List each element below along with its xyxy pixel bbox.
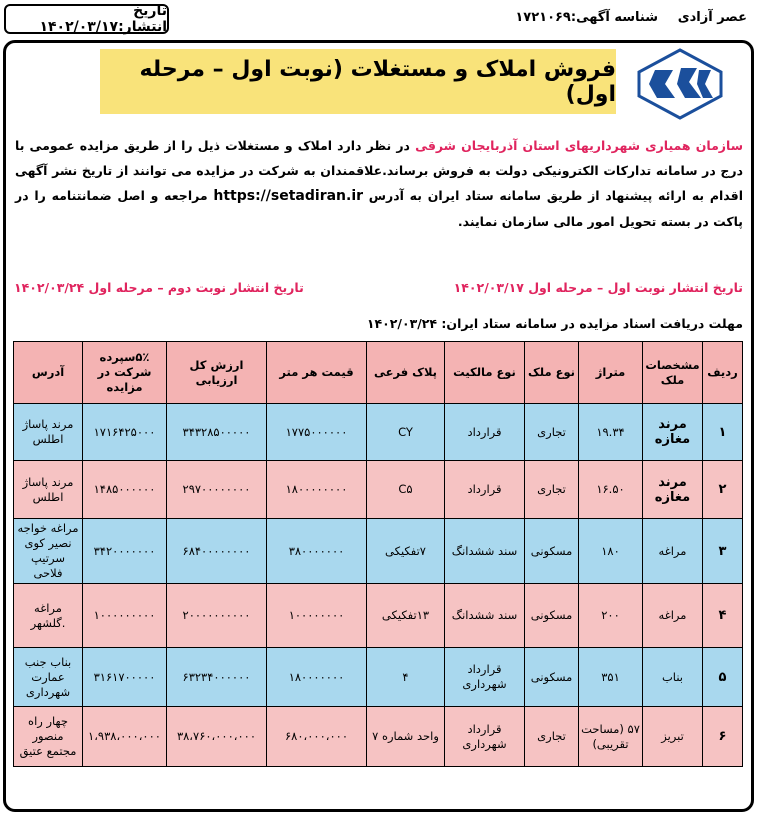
- table-cell: تجاری: [525, 461, 579, 519]
- table-cell: بناب جنب عمارت شهرداری: [14, 648, 83, 707]
- table-cell: بناب: [643, 648, 703, 707]
- table-cell: قرارداد: [445, 461, 525, 519]
- website-link[interactable]: https://setadiran.ir: [213, 188, 364, 204]
- table-cell: تجاری: [525, 707, 579, 767]
- table-cell: ۱۸۰: [579, 519, 643, 584]
- ad-title: فروش املاک و مستغلات (نوبت اول – مرحله اول): [100, 49, 616, 114]
- col-header: ارزش کل ارزیابی: [167, 342, 267, 404]
- table-cell: مسکونی: [525, 648, 579, 707]
- table-row: [14, 519, 743, 584]
- table-cell: قرارداد شهرداری: [445, 707, 525, 767]
- col-header: آدرس: [14, 342, 83, 404]
- table-cell: ۳۸۰۰۰۰۰۰۰: [267, 519, 367, 584]
- table-cell: ۱۴۸۵۰۰۰۰۰۰: [83, 461, 167, 519]
- table-cell: ۲۹۷۰۰۰۰۰۰۰۰: [167, 461, 267, 519]
- table-cell: ۲۰۰۰۰۰۰۰۰۰۰: [167, 584, 267, 648]
- table-cell: ۶۸۴۰۰۰۰۰۰۰۰: [167, 519, 267, 584]
- table-row: [14, 648, 743, 707]
- table-cell: تبریز: [643, 707, 703, 767]
- table-cell: مرند مغازه: [643, 461, 703, 519]
- table-cell: ۳۸،۷۶۰،۰۰۰،۰۰۰: [167, 707, 267, 767]
- table-cell: ۶۳۲۳۴۰۰۰۰۰۰: [167, 648, 267, 707]
- col-header: نوع ملک: [525, 342, 579, 404]
- table-cell: ۱: [703, 404, 743, 461]
- col-header: ردیف: [703, 342, 743, 404]
- table-cell: چهار راه منصور مجتمع عتیق: [14, 707, 83, 767]
- col-header: مشخصات ملک: [643, 342, 703, 404]
- table-cell: مراغه: [643, 519, 703, 584]
- first-publish-date: تاریخ انتشار نوبت اول – مرحله اول ۱۴۰۲/۰۳/۱۷: [453, 280, 743, 295]
- properties-table: [13, 341, 743, 767]
- table-cell: ۷تفکیکی: [367, 519, 445, 584]
- table-cell: ۱۷۷۵۰۰۰۰۰۰: [267, 404, 367, 461]
- table-cell: ۳۵۱: [579, 648, 643, 707]
- table-cell: تجاری: [525, 404, 579, 461]
- table-cell: ۳۴۳۲۸۵۰۰۰۰۰: [167, 404, 267, 461]
- table-cell: ۱،۹۳۸،۰۰۰،۰۰۰: [83, 707, 167, 767]
- table-cell: ۴: [367, 648, 445, 707]
- table-cell: مرند پاساژ اطلس: [14, 461, 83, 519]
- col-header: پلاک فرعی: [367, 342, 445, 404]
- table-cell: مرند پاساژ اطلس: [14, 404, 83, 461]
- table-cell: ۱۰۰۰۰۰۰۰۰۰: [83, 584, 167, 648]
- table-cell: ۱۳تفکیکی: [367, 584, 445, 648]
- table-cell: ۲: [703, 461, 743, 519]
- table-cell: مسکونی: [525, 519, 579, 584]
- ad-id: شناسه آگهی:۱۷۲۱۰۶۹: [515, 10, 658, 25]
- table-cell: ۶۸۰،۰۰۰،۰۰۰: [267, 707, 367, 767]
- table-cell: سند ششدانگ: [445, 584, 525, 648]
- table-row: [14, 584, 743, 648]
- col-header: نوع مالکیت: [445, 342, 525, 404]
- body-text-2: مراجعه و اصل ضمانتنامه را در پاکت در بسته تحویل امور مالی سازمان نمایند.: [15, 188, 743, 229]
- table-cell: مرند مغازه: [643, 404, 703, 461]
- publish-date-box: تاریخ انتشار:۱۴۰۲/۰۳/۱۷: [4, 4, 169, 34]
- body-text-1: در نظر دارد املاک و مستغلات ذیل را از طریق مزایده عمومی با درج در سامانه تدارکات الکترونیکی دولت به فروش برساند.علاقمندان به شرکت در مزایده می توانند از تاریخ نشر آگهی اقدام به ارائه پیشنهاد از طریق سامانه ستاد ایران به آدرس: [15, 138, 743, 203]
- ad-body: [15, 133, 743, 234]
- table-cell: ۳۱۶۱۷۰۰۰۰۰: [83, 648, 167, 707]
- table-cell: ۴: [703, 584, 743, 648]
- table-cell: سند ششدانگ: [445, 519, 525, 584]
- table-cell: مراغه .گلشهر: [14, 584, 83, 648]
- organization-name: سازمان همیاری شهرداریهای استان آذربایجان شرقی: [415, 138, 743, 153]
- col-header: متراژ: [579, 342, 643, 404]
- table-cell: مراغه: [643, 584, 703, 648]
- table-cell: ۲۰۰: [579, 584, 643, 648]
- table-cell: قرارداد: [445, 404, 525, 461]
- table-cell: ۵: [703, 648, 743, 707]
- second-publish-date: تاریخ انتشار نوبت دوم – مرحله اول ۱۴۰۲/۰۳/۲۴: [14, 280, 304, 295]
- table-row: [14, 461, 743, 519]
- dates-row: [14, 280, 743, 300]
- table-row: [14, 707, 743, 767]
- newspaper-name: عصر آزادی: [677, 10, 747, 25]
- col-header: قیمت هر متر: [267, 342, 367, 404]
- table-cell: CY: [367, 404, 445, 461]
- table-cell: ۱۶.۵۰: [579, 461, 643, 519]
- table-cell: واحد شماره ۷: [367, 707, 445, 767]
- table-cell: ۳: [703, 519, 743, 584]
- deadline: مهلت دریافت اسناد مزایده در سامانه ستاد ایران: ۱۴۰۲/۰۳/۲۴: [366, 316, 743, 331]
- table-cell: ۱۹.۳۴: [579, 404, 643, 461]
- top-strip: [4, 4, 753, 34]
- table-cell: مراغه خواجه نصیر کوی سرتیپ فلاحی: [14, 519, 83, 584]
- table-cell: ۱۸۰۰۰۰۰۰۰: [267, 648, 367, 707]
- table-cell: قرارداد شهرداری: [445, 648, 525, 707]
- table-cell: ۳۴۲۰۰۰۰۰۰۰: [83, 519, 167, 584]
- table-cell: مسکونی: [525, 584, 579, 648]
- table-cell: ۵۷ (مساحت تقریبی): [579, 707, 643, 767]
- table-row: [14, 404, 743, 461]
- organization-logo: [635, 48, 725, 120]
- table-header-row: [14, 342, 743, 404]
- table-cell: ۱۰۰۰۰۰۰۰۰: [267, 584, 367, 648]
- table-cell: C۵: [367, 461, 445, 519]
- table-cell: ۱۸۰۰۰۰۰۰۰۰: [267, 461, 367, 519]
- table-cell: ۱۷۱۶۴۲۵۰۰۰: [83, 404, 167, 461]
- table-cell: ۶: [703, 707, 743, 767]
- col-header: ۵٪سپرده شرکت در مزایده: [83, 342, 167, 404]
- properties-table-wrap: [14, 341, 743, 767]
